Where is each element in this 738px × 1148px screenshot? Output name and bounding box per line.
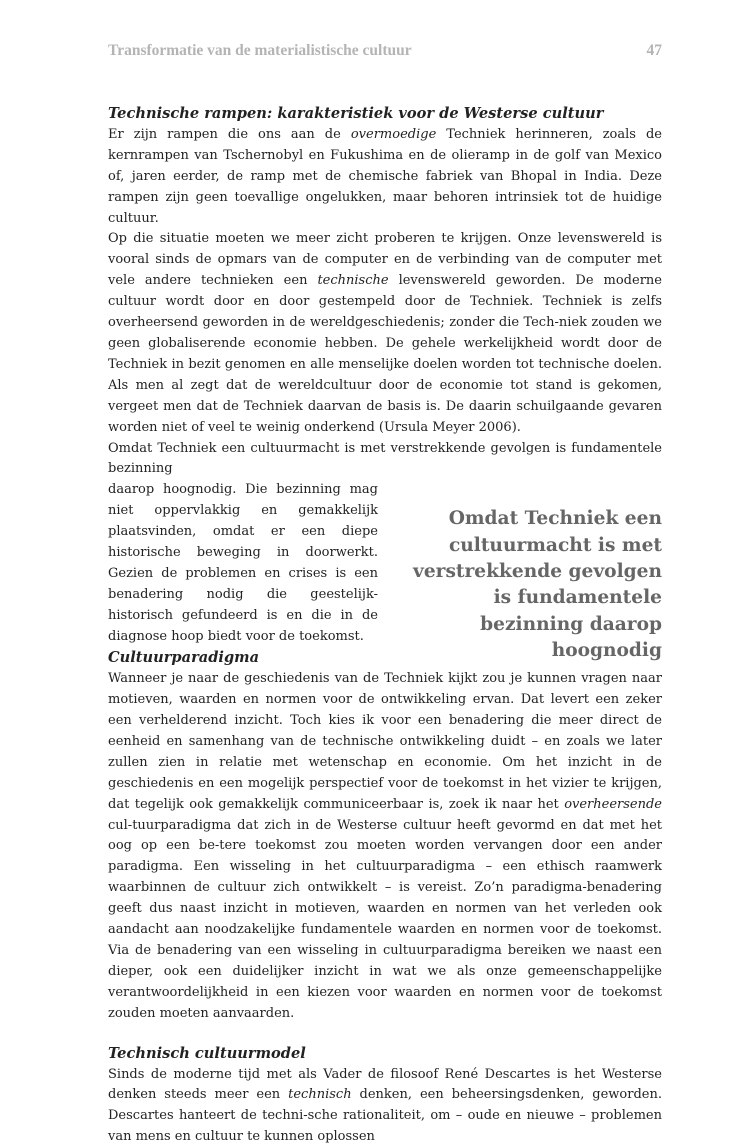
emphasis: technische (317, 273, 389, 289)
paragraph: Er zijn rampen die ons aan de overmoedige Techniek herinneren, zoals de kernrampen van Tschernobyl en Fukushima en de olieramp in de golf van Mexico of, jaren eerder, de ramp met de chemische fabriek van Bhopal in India. Deze rampen zijn geen toevallige ongelukken, maar behoren intrinsiek tot de huidige cultuur. (108, 126, 662, 226)
paragraph-continued: daarop hoognodig. Die bezinning mag niet oppervlakkig en gemakkelijk plaatsvinden, omdat er een diepe historische beweging in doorwerkt. Gezien de problemen en crises is een benadering nodig die geestelijk-historisch gefundeerd is en die in de diagnose hoop biedt voor de toekomst. (108, 482, 378, 644)
page-number: 47 (646, 42, 662, 59)
section-heading-technische-rampen: Technische rampen: karakteristiek voor de Westerse cultuur (108, 105, 604, 122)
page-body (108, 104, 662, 1148)
paragraph-lead: Omdat Techniek een cultuurmacht is met verstrekkende gevolgen is fundamentele bezinning (108, 440, 662, 477)
pull-quote: Omdat Techniek een cultuurmacht is met verstrekkende gevolgen is fundamentele bezinning daarop hoognodig (413, 508, 662, 661)
running-header (108, 42, 662, 62)
running-title: Transformatie van de materialistische cultuur (108, 42, 412, 59)
emphasis: overmoedige (350, 126, 437, 142)
section-heading-technisch-cultuurmodel: Technisch cultuurmodel (108, 1044, 306, 1062)
paragraph: Wanneer je naar de geschiedenis van de Techniek kijkt zou je kunnen vragen naar motieven, waarden en normen voor de ontwikkeling ervan. Dat levert een zeker een verhelderend inzicht. Toch kies ik voor een benadering die meer direct de eenheid en samenhang van de technische ontwikkeling duidt – en zoals we later zullen zien in relatie met wetenschap en economie. Om het inzicht in de geschiedenis en een mogelijk perspectief voor de toekomst in het vizier te krijgen, dat tegelijk ook gemakkelijk communiceerbaar is, zoek ik naar het overheersende cul-tuurparadigma dat zich in de Westerse cultuur heeft gevormd en dat met het oog op een be-tere toekomst zou moeten worden vervangen door een ander paradigma. Een wisseling in het cultuurparadigma – een ethisch raamwerk waarbinnen de cultuur zich ontwikkelt – is vereist. Zo’n paradigma-benadering geeft dus naast inzicht in motieven, waarden en normen van het verleden ook aandacht aan noodzakelijke fundamentele waarden en normen voor de toekomst. Via de benadering van een wisseling in cultuurparadigma bereiken we naast een dieper, ook een duidelijker inzicht in wat we als onze gemeenschappelijke verantwoordelijkheid in een kiezen voor waarden en normen voor de toekomst zouden moeten aanvaarden. (108, 671, 662, 1021)
emphasis: technisch (288, 1087, 352, 1103)
paragraph: Sinds de moderne tijd met als Vader de filosoof René Descartes is het Westerse denken steeds meer een technisch denken, een beheersingsdenken, geworden. Descartes hanteert de techni-sche rationaliteit, om – oude en nieuwe – problemen van mens en cultuur te kunnen oplossen (108, 1066, 662, 1145)
emphasis: overheersende (564, 796, 662, 812)
section-heading-cultuurparadigma: Cultuurparadigma (108, 649, 260, 667)
paragraph: Op die situatie moeten we meer zicht proberen te krijgen. Onze levenswereld is vooral sinds de opmars van de computer en de verbinding van de computer met vele andere technieken een technische levenswereld geworden. De moderne cultuur wordt door en door gestempeld door de Techniek. Techniek is zelfs overheersend geworden in de wereldgeschiedenis; zonder die Tech-niek zouden we geen globaliserende economie hebben. De gehele werkelijkheid wordt door de Techniek in bezit genomen en alle menselijke doelen worden tot technische doelen. Als men al zegt dat de wereldcultuur door de economie tot stand is gekomen, vergeet men dat de Techniek daarvan de basis is. De daarin schuilgaande gevaren worden niet of veel te weinig onderkend (Ursula Meyer 2006). (108, 231, 662, 435)
